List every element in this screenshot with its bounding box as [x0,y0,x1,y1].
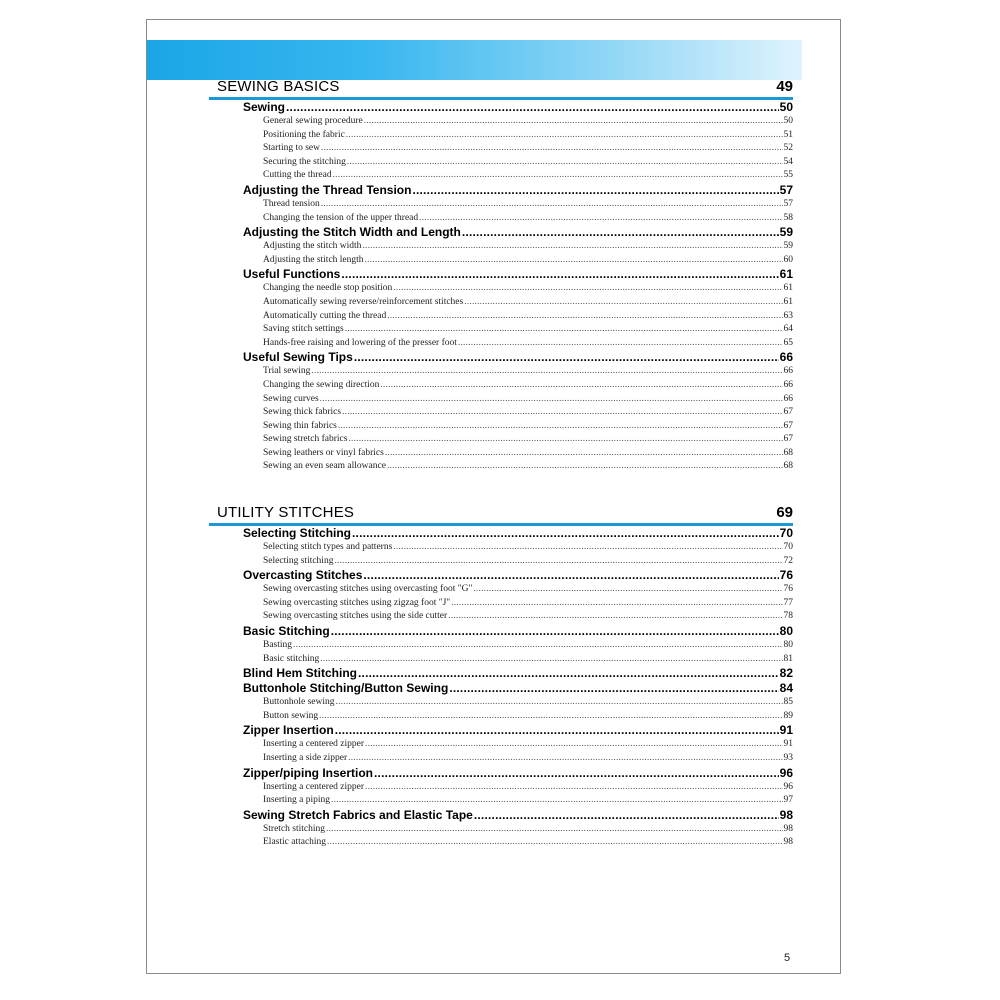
subentry-page: 68 [783,447,793,458]
subentry-title: Inserting a centered zipper [263,739,365,750]
toc-chapter-entry[interactable] [243,681,793,696]
toc-subentry[interactable] [243,240,793,254]
toc-subentry[interactable] [243,393,793,407]
dot-leader [362,240,782,254]
subentry-title: Cutting the thread [263,170,332,181]
subentry-page: 78 [783,611,793,622]
dot-leader [458,337,783,351]
chapter-title: Adjusting the Thread Tension [243,182,412,197]
dot-leader [336,696,783,710]
dot-leader [342,406,782,420]
dot-leader [345,323,783,337]
toc-subentry[interactable] [243,794,793,808]
dot-leader [387,310,782,324]
subentry-page: 54 [783,156,793,167]
subentry-title: Sewing leathers or vinyl fabrics [263,447,384,458]
chapter-page: 98 [779,807,793,822]
chapter-page: 50 [779,100,793,114]
chapter-title: Selecting Stitching [243,526,352,540]
toc-subentry[interactable] [243,696,793,710]
subentry-page: 58 [783,212,793,223]
dot-leader [451,597,782,611]
subentry-title: Trial sewing [263,366,311,377]
subentry-page: 64 [783,324,793,335]
page-number: 5 [784,952,791,964]
dot-leader [331,624,779,639]
subentry-title: Saving stitch settings [263,324,344,335]
toc-chapter-entry[interactable] [243,766,793,781]
dot-leader [473,583,782,597]
toc-subentry[interactable] [243,129,793,143]
dot-leader [380,379,782,393]
dot-leader [412,183,778,198]
subentry-title: Buttonhole sewing [263,697,335,708]
chapter-title: Useful Sewing Tips [243,350,353,365]
subentry-title: Elastic attaching [263,837,327,848]
subentry-title: Adjusting the stitch length [263,254,364,265]
subentry-title: Thread tension [263,198,320,209]
toc-chapter-entry[interactable] [243,225,793,240]
toc-subentry[interactable] [243,710,793,724]
toc-subentry[interactable] [243,296,793,310]
subentry-title: Button sewing [263,710,319,721]
subentry-page: 59 [783,241,793,252]
chapter-title: Zipper Insertion [243,723,334,738]
chapter-title: Overcasting Stitches [243,568,363,583]
subentry-page: 93 [783,752,793,763]
subentry-title: General sewing procedure [263,116,363,126]
subentry-title: Adjusting the stitch width [263,241,362,252]
chapter-title: Sewing [243,100,286,114]
subentry-page: 51 [783,129,793,140]
subentry-title: Selecting stitch types and patterns [263,542,393,552]
chapter-page: 76 [779,568,793,583]
subentry-title: Starting to sew [263,143,320,154]
subentry-title: Changing the tension of the upper thread [263,212,419,223]
dot-leader [462,225,779,240]
subentry-page: 72 [783,555,793,566]
dot-leader [365,254,783,268]
section-header [209,75,793,97]
section-title: UTILITY STITCHES [217,504,355,521]
toc-subentry[interactable] [243,836,793,850]
chapter-title: Buttonhole Stitching/Button Sewing [243,681,449,696]
toc-subentry[interactable] [243,460,793,474]
dot-leader [365,781,782,795]
toc-subentry[interactable] [243,781,793,795]
toc-entries [209,100,793,474]
subentry-page: 66 [783,393,793,404]
chapter-page: 91 [779,723,793,738]
dot-leader [311,365,782,379]
subentry-page: 52 [783,143,793,154]
dot-leader [326,823,782,837]
dot-leader [363,568,778,583]
subentry-page: 77 [783,597,793,608]
chapter-title: Adjusting the Stitch Width and Length [243,225,461,240]
chapter-page: 70 [779,526,793,540]
subentry-page: 57 [783,198,793,209]
subentry-page: 61 [783,283,793,294]
dot-leader [348,433,782,447]
dot-leader [347,156,783,170]
subentry-page: 63 [783,310,793,321]
subentry-page: 70 [783,542,793,552]
chapter-page: 84 [779,681,793,696]
toc-subentry[interactable] [243,365,793,379]
subentry-page: 66 [783,379,793,390]
subentry-page: 67 [783,407,793,418]
subentry-title: Sewing overcasting stitches using zigzag foot "J" [263,597,451,608]
dot-leader [387,460,783,474]
subentry-page: 81 [783,653,793,664]
toc-subentry[interactable] [243,282,793,296]
chapter-page: 59 [779,225,793,240]
toc-subentry[interactable] [243,597,793,611]
subentry-title: Automatically sewing reverse/reinforcement stitches [263,296,464,307]
subentry-page: 50 [783,116,793,126]
toc-section-utility-stitches [209,501,793,850]
toc-entries [209,526,793,850]
subentry-page: 65 [783,337,793,348]
dot-leader [393,541,782,555]
dot-leader [348,752,782,766]
chapter-page: 96 [779,765,793,780]
subentry-title: Positioning the fabric [263,129,345,140]
dot-leader [365,738,782,752]
toc-subentry[interactable] [243,653,793,667]
chapter-title: Sewing Stretch Fabrics and Elastic Tape [243,807,473,822]
toc-chapter-entry[interactable] [243,666,793,681]
subentry-title: Inserting a piping [263,795,331,806]
chapter-title: Blind Hem Stitching [243,666,357,681]
subentry-page: 66 [783,366,793,377]
dot-leader [338,420,783,434]
toc-subentry[interactable] [243,738,793,752]
subentry-page: 91 [783,739,793,750]
toc-subentry[interactable] [243,115,793,129]
dot-leader [448,610,782,624]
subentry-title: Securing the stitching [263,156,346,167]
subentry-page: 76 [783,584,793,595]
toc-subentry[interactable] [243,541,793,555]
dot-leader [364,115,783,129]
subentry-title: Sewing curves [263,393,319,404]
dot-leader [319,710,782,724]
chapter-title: Useful Functions [243,267,341,282]
toc-chapter-entry[interactable] [243,267,793,282]
dot-leader [293,639,782,653]
toc-subentry[interactable] [243,323,793,337]
subentry-title: Basic stitching [263,653,320,664]
toc-chapter-entry[interactable] [243,100,793,115]
subentry-title: Hands-free raising and lowering of the presser foot [263,337,457,348]
toc-subentry[interactable] [243,447,793,461]
dot-leader [286,100,779,115]
subentry-page: 61 [783,296,793,307]
toc-subentry[interactable] [243,254,793,268]
section-header [209,501,793,523]
dot-leader [374,766,779,781]
subentry-title: Sewing thick fabrics [263,407,342,418]
dot-leader [320,653,782,667]
dot-leader [354,350,779,365]
toc-chapter-entry[interactable] [243,526,793,541]
section-title: SEWING BASICS [217,78,340,95]
subentry-page: 85 [783,697,793,708]
subentry-page: 96 [783,781,793,792]
subentry-title: Sewing overcasting stitches using the side cutter [263,611,448,622]
toc-subentry[interactable] [243,156,793,170]
toc-chapter-entry[interactable] [243,183,793,198]
chapter-page: 61 [779,267,793,282]
subentry-page: 68 [783,461,793,472]
chapter-page: 82 [779,666,793,681]
subentry-title: Inserting a side zipper [263,752,348,763]
chapter-page: 66 [779,350,793,365]
dot-leader [321,142,783,156]
subentry-title: Sewing stretch fabrics [263,434,348,445]
chapter-title: Zipper/piping Insertion [243,765,373,780]
dot-leader [393,282,782,296]
dot-leader [327,836,782,850]
toc-subentry[interactable] [243,169,793,183]
dot-leader [352,526,779,541]
subentry-title: Selecting stitching [263,555,334,566]
toc-chapter-entry[interactable] [243,808,793,823]
toc-subentry[interactable] [243,639,793,653]
toc-subentry[interactable] [243,406,793,420]
toc-subentry[interactable] [243,555,793,569]
dot-leader [346,129,783,143]
dot-leader [334,555,782,569]
dot-leader [474,808,779,823]
subentry-page: 89 [783,710,793,721]
manual-page [146,19,841,974]
subentry-title: Basting [263,639,293,650]
toc-subentry[interactable] [243,212,793,226]
chapter-page: 57 [779,182,793,197]
dot-leader [358,666,779,681]
dot-leader [419,212,782,226]
toc-subentry[interactable] [243,583,793,597]
dot-leader [449,681,778,696]
toc-subentry[interactable] [243,610,793,624]
toc-subentry[interactable] [243,310,793,324]
dot-leader [385,447,783,461]
dot-leader [335,723,779,738]
subentry-page: 98 [783,837,793,848]
section-page-number: 69 [776,504,793,521]
chapter-page: 80 [779,623,793,638]
toc-section-sewing-basics [209,75,793,474]
dot-leader [320,393,783,407]
toc-chapter-entry[interactable] [243,624,793,639]
subentry-title: Automatically cutting the thread [263,310,387,321]
toc-subentry[interactable] [243,752,793,766]
subentry-title: Changing the needle stop position [263,283,393,294]
subentry-page: 97 [783,795,793,806]
toc-chapter-entry[interactable] [243,723,793,738]
dot-leader [341,267,778,282]
subentry-title: Inserting a centered zipper [263,781,365,792]
dot-leader [331,794,782,808]
subentry-title: Sewing overcasting stitches using overcasting foot "G" [263,584,473,595]
subentry-title: Stretch stitching [263,823,326,834]
toc-subentry[interactable] [243,198,793,212]
subentry-page: 98 [783,823,793,834]
subentry-title: Sewing an even seam allowance [263,461,386,472]
subentry-page: 67 [783,420,793,431]
subentry-page: 67 [783,434,793,445]
subentry-title: Sewing thin fabrics [263,420,337,431]
subentry-page: 60 [783,254,793,265]
toc-chapter-entry[interactable] [243,350,793,365]
toc-chapter-entry[interactable] [243,568,793,583]
subentry-title: Changing the sewing direction [263,379,380,390]
dot-leader [321,198,783,212]
toc-subentry[interactable] [243,433,793,447]
subentry-page: 80 [783,639,793,650]
toc-subentry[interactable] [243,142,793,156]
section-page-number: 49 [776,78,793,95]
toc-subentry[interactable] [243,337,793,351]
header-color-band [147,40,802,80]
subentry-page: 55 [783,170,793,181]
toc-subentry[interactable] [243,823,793,837]
dot-leader [464,296,782,310]
toc-subentry[interactable] [243,420,793,434]
chapter-title: Basic Stitching [243,623,330,638]
dot-leader [333,169,783,183]
toc-subentry[interactable] [243,379,793,393]
